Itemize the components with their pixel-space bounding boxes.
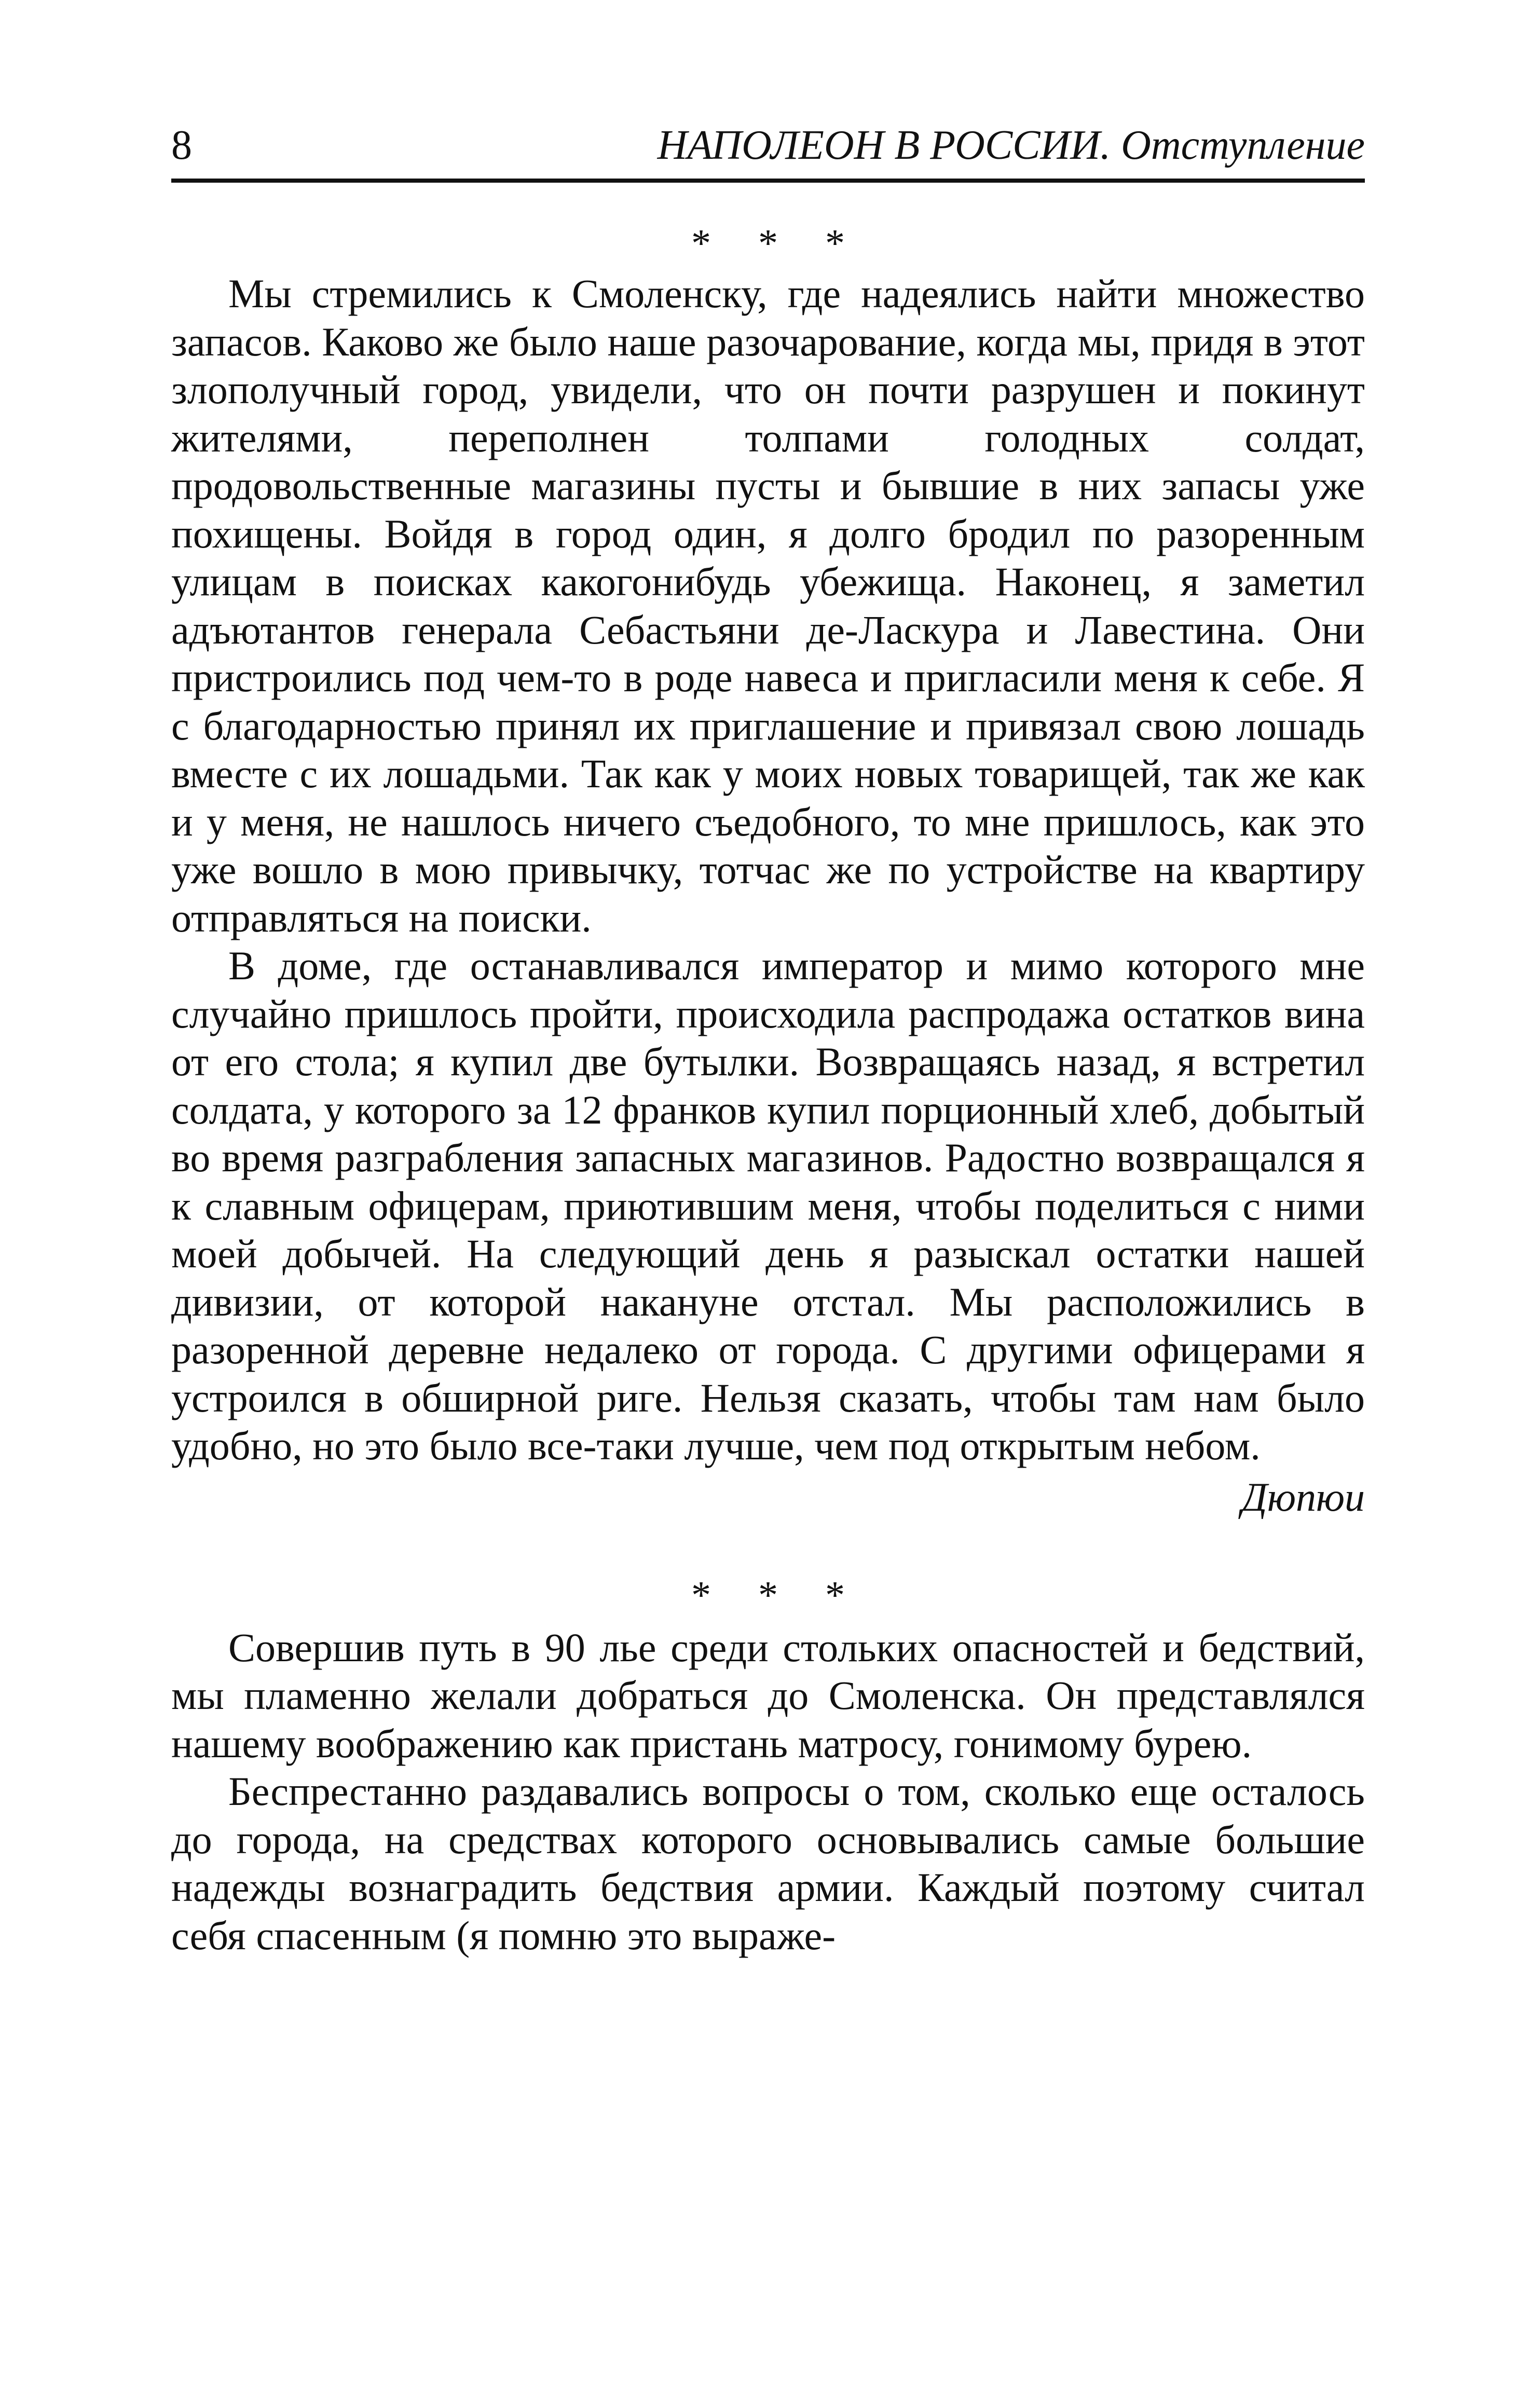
running-header bbox=[171, 119, 1365, 183]
paragraph: Беспрестанно раздавались вопросы о том, сколько еще осталось до города, на средствах которого основывались самые большие надежды вознаградить бедствия армии. Каждый поэтому считал себя спасенным (я помню это выраже- bbox=[171, 1769, 1365, 1958]
section-separator: * * * bbox=[691, 1573, 864, 1617]
page-number: 8 bbox=[171, 122, 192, 168]
book-page bbox=[171, 119, 1365, 1960]
paragraph: Совершив путь в 90 лье среди стольких опасностей и бедствий, мы пламенно желали добраться до Смоленска. Он представлялся нашему воображению как пристань матросу, гонимому бурею. bbox=[171, 1624, 1365, 1766]
section-separator: * * * bbox=[691, 222, 864, 265]
paragraph: Мы стремились к Смоленску, где надеялись найти множество запасов. Каково же было наше разочарование, когда мы, придя в этот злополучный город, увидели, что он почти разрушен и покинут жителями, переполнен толпами голодных солдат, продовольственные магазины пусты и бывшие в них запасы уже похищены. Войдя в город один, я долго бродил по разоренным улицам в поисках какогонибудь убежища. Наконец, я заметил адъютантов генерала Себастьяни де-Ласкура и Лавестина. Они пристроились под чем-то в роде навеса и пригласили меня к себе. Я с благодарностью принял их приглашение и привязал свою лошадь вместе с их лошадьми. Так как у моих новых товарищей, так же как и у меня, не нашлось ничего съедобного, то мне пришлось, как это уже вошло в мою привычку, тотчас же по устройстве на квартиру отправляться на поиски. bbox=[171, 271, 1365, 940]
running-title: НАПОЛЕОН В РОССИИ. Отступление bbox=[657, 122, 1365, 168]
paragraph: В доме, где останавливался император и мимо которого мне случайно пришлось пройти, происходила распродажа остатков вина от его стола; я купил две бутылки. Возвращаясь назад, я встретил солдата, у которого за 12 франков купил порционный хлеб, добытый во время разграбления запасных магазинов. Радостно возвращался я к славным офицерам, приютившим меня, чтобы поделиться с ними моей добычей. На следующий день я разыскал остатки нашей дивизии, от которой накануне отстал. Мы расположились в разоренной деревне недалеко от города. С другими офицерами я устроился в обширной риге. Нельзя сказать, чтобы там нам было удобно, но это было все-таки лучше, чем под открытым небом. bbox=[171, 943, 1365, 1468]
author-signature: Дюпюи bbox=[1241, 1474, 1365, 1520]
